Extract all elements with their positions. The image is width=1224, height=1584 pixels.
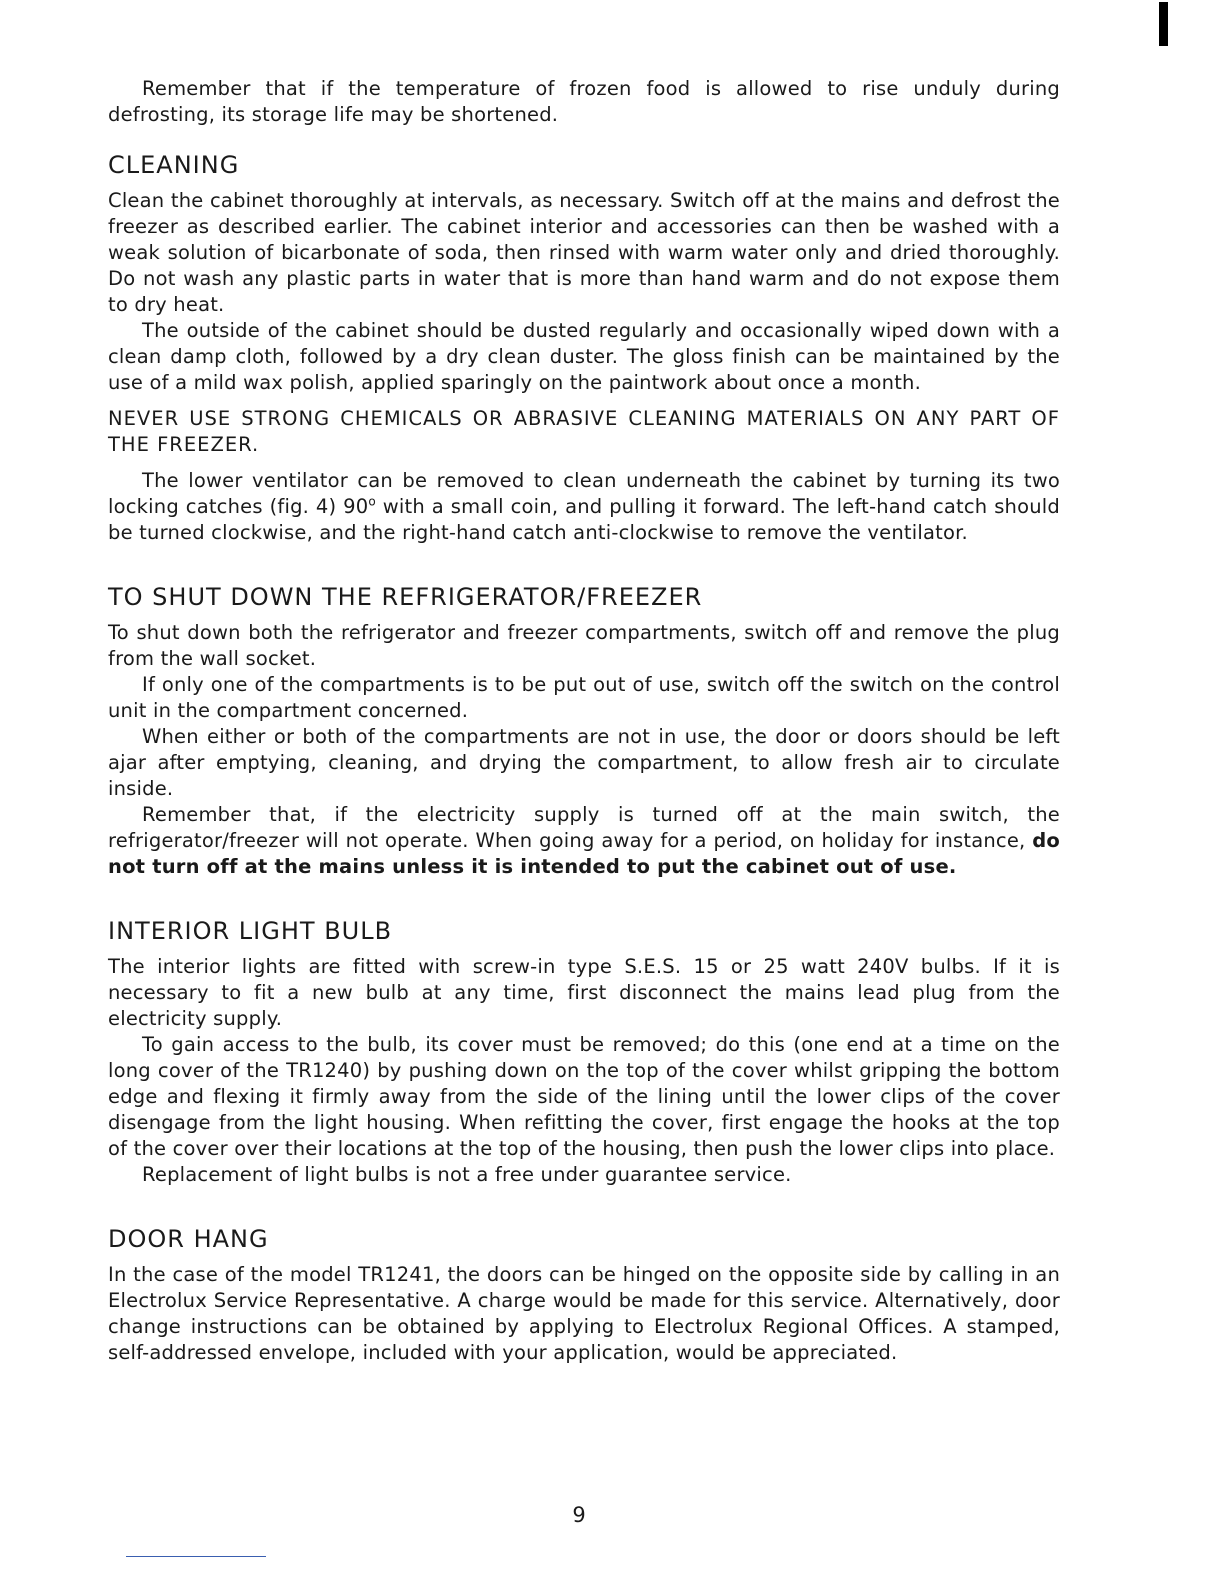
intro-paragraph: Remember that if the temperature of frozen food is allowed to rise unduly during defrosting, its storage life may be shortened. xyxy=(108,77,1060,126)
shutdown-paragraph-3: When either or both of the compartments are not in use, the door or doors should be left ajar after emptying, cleaning, and drying the compartment, to allow fresh air to circulate inside. xyxy=(108,725,1060,800)
shutdown-section xyxy=(108,582,1060,880)
light-paragraph-1: The interior lights are fitted with screw-in type S.E.S. 15 or 25 watt 240V bulbs. If it is necessary to fit a new bulb at any time, first disconnect the mains lead plug from the electricity supply. xyxy=(108,955,1060,1030)
footer-rule xyxy=(126,1556,266,1557)
light-paragraph-2: To gain access to the bulb, its cover must be removed; do this (one end at a time on the long cover of the TR1240) by pushing down on the top of the cover whilst gripping the bottom edge and flexing it firmly away from the side of the lining until the lower clips of the cover disengage from the light housing. When refitting the cover, first engage the hooks at the top of the cover over their locations at the top of the housing, then push the lower clips into place. xyxy=(108,1033,1060,1160)
door-section xyxy=(108,1224,1060,1366)
document-body xyxy=(108,76,1060,1366)
shutdown-paragraph-4 xyxy=(108,802,1060,880)
light-section xyxy=(108,916,1060,1188)
ventilator-text-end: with a small coin, and pulling it forward. The left-hand catch should be turned clockwise, and the right-hand catch anti-clockwise to remove the ventilator. xyxy=(108,495,1060,544)
degree-symbol: o xyxy=(368,494,376,509)
shutdown-bold-warning: do not turn off at the mains unless it is intended to put the cabinet out of use. xyxy=(108,829,1060,878)
page-number: 9 xyxy=(572,1503,586,1527)
shutdown-paragraph-1: To shut down both the refrigerator and freezer compartments, switch off and remove the plug from the wall socket. xyxy=(108,621,1060,670)
light-heading: INTERIOR LIGHT BULB xyxy=(108,917,393,945)
shutdown-text: Remember that, if the electricity supply is turned off at the main switch, the refrigerator/freezer will not operate. When going away for a period, on holiday for instance, xyxy=(108,803,1060,852)
cleaning-paragraph-2: The outside of the cabinet should be dusted regularly and occasionally wiped down with a clean damp cloth, followed by a dry clean duster. The gloss finish can be maintained by the use of a mild wax polish, applied sparingly on the paintwork about once a month. xyxy=(108,319,1060,394)
page-edge-marker xyxy=(1159,2,1168,46)
shutdown-heading: TO SHUT DOWN THE REFRIGERATOR/FREEZER xyxy=(108,583,703,611)
cleaning-paragraph-3 xyxy=(108,468,1060,546)
door-paragraph-1: In the case of the model TR1241, the doors can be hinged on the opposite side by calling in an Electrolux Service Representative. A charge would be made for this service. Alternatively, door change instructions can be obtained by applying to Electrolux Regional Offices. A stamped, self-addressed envelope, included with your application, would be appreciated. xyxy=(108,1263,1060,1364)
light-paragraph-3: Replacement of light bulbs is not a free under guarantee service. xyxy=(142,1163,792,1186)
cleaning-warning: NEVER USE STRONG CHEMICALS OR ABRASIVE CLEANING MATERIALS ON ANY PART OF THE FREEZER. xyxy=(108,407,1060,456)
cleaning-heading: CLEANING xyxy=(108,151,240,179)
ventilator-text-start: The lower ventilator can be removed to clean underneath the cabinet by turning its two locking catches (fig. 4) 90 xyxy=(108,469,1060,518)
cleaning-section xyxy=(108,150,1060,546)
shutdown-paragraph-2: If only one of the compartments is to be put out of use, switch off the switch on the control unit in the compartment concerned. xyxy=(108,673,1060,722)
door-heading: DOOR HANG xyxy=(108,1225,269,1253)
cleaning-paragraph-1: Clean the cabinet thoroughly at intervals, as necessary. Switch off at the mains and defrost the freezer as described earlier. The cabinet interior and accessories can then be washed with a weak solution of bicarbonate of soda, then rinsed with warm water only and dried thoroughly. Do not wash any plastic parts in water that is more than hand warm and do not expose them to dry heat. xyxy=(108,189,1060,316)
